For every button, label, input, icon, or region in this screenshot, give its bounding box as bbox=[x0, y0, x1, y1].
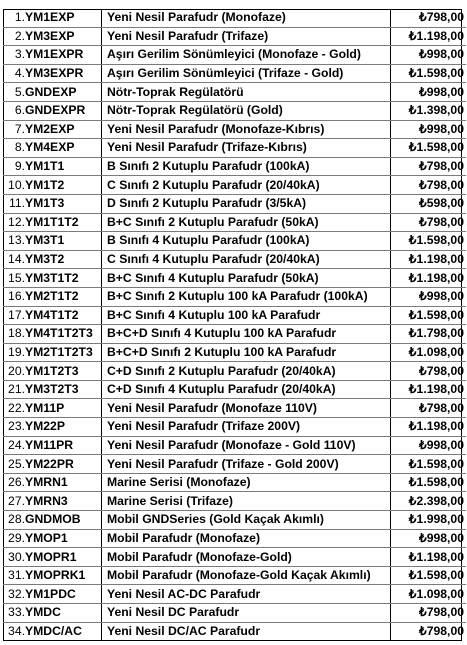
product-description: Yeni Nesil DC/AC Parafudr bbox=[102, 622, 391, 640]
row-number: 32. bbox=[3, 585, 25, 604]
product-code: YMOP1 bbox=[25, 529, 102, 548]
table-row bbox=[3, 120, 466, 139]
product-code: YM22PR bbox=[25, 455, 102, 474]
product-price: ₺1.598,00 bbox=[391, 139, 467, 158]
product-code: YM1EXPR bbox=[25, 46, 102, 65]
product-price: ₺1.598,00 bbox=[391, 455, 467, 474]
table-row bbox=[3, 622, 466, 640]
row-number: 23. bbox=[3, 418, 25, 437]
product-price: ₺1.198,00 bbox=[391, 250, 467, 269]
table-row bbox=[3, 64, 466, 83]
product-code: YM11PR bbox=[25, 436, 102, 455]
price-list-body bbox=[3, 9, 466, 640]
row-number: 18. bbox=[3, 325, 25, 344]
row-number: 30. bbox=[3, 548, 25, 567]
product-code: YM1EXP bbox=[25, 9, 102, 27]
table-row bbox=[3, 548, 466, 567]
row-number: 19. bbox=[3, 343, 25, 362]
product-code: YM3EXP bbox=[25, 27, 102, 46]
product-description: Mobil Parafudr (Monofaze-Gold) bbox=[102, 548, 391, 567]
row-number: 16. bbox=[3, 287, 25, 306]
product-price: ₺1.598,00 bbox=[391, 566, 467, 585]
row-number: 31. bbox=[3, 566, 25, 585]
product-code: YMRN3 bbox=[25, 492, 102, 511]
product-description: Nötr-Toprak Regülatörü bbox=[102, 83, 391, 102]
table-row bbox=[3, 83, 466, 102]
table-row bbox=[3, 362, 466, 381]
product-price: ₺998,00 bbox=[391, 120, 467, 139]
table-row bbox=[3, 473, 466, 492]
product-price: ₺1.598,00 bbox=[391, 232, 467, 251]
product-code: YM4T1T2 bbox=[25, 306, 102, 325]
product-code: YM3EXPR bbox=[25, 64, 102, 83]
product-code: YMRN1 bbox=[25, 473, 102, 492]
row-number: 4. bbox=[3, 64, 25, 83]
product-price: ₺1.598,00 bbox=[391, 306, 467, 325]
table-row bbox=[3, 287, 466, 306]
product-code: YM2T1T2 bbox=[25, 287, 102, 306]
product-code: YM3T2T3 bbox=[25, 380, 102, 399]
product-description: Yeni Nesil AC-DC Parafudr bbox=[102, 585, 391, 604]
product-price: ₺798,00 bbox=[418, 623, 464, 638]
product-description: Yeni Nesil Parafudr (Trifaze - Gold 200V) bbox=[102, 455, 391, 474]
product-description: C+D Sınıfı 4 Kutuplu Parafudr (20/40kA) bbox=[102, 380, 391, 399]
product-code: YM4T1T2T3 bbox=[25, 325, 102, 344]
table-row bbox=[3, 250, 466, 269]
product-price: ₺798,00 bbox=[391, 604, 467, 623]
product-price: ₺1.098,00 bbox=[391, 585, 467, 604]
product-code: YM3T2 bbox=[25, 250, 102, 269]
row-number: 11. bbox=[3, 194, 25, 213]
row-number: 15. bbox=[3, 269, 25, 288]
table-row bbox=[3, 511, 466, 530]
table-row bbox=[3, 436, 466, 455]
product-code: YMDC/AC bbox=[25, 622, 102, 640]
table-row bbox=[3, 566, 466, 585]
table-row bbox=[3, 101, 466, 120]
table-row bbox=[3, 380, 466, 399]
table-row bbox=[3, 325, 466, 344]
product-description: B Sınıfı 4 Kutuplu Parafudr (100kA) bbox=[102, 232, 391, 251]
row-number: 1. bbox=[3, 9, 25, 27]
table-row bbox=[3, 9, 466, 27]
row-number: 7. bbox=[3, 120, 25, 139]
product-description: C Sınıfı 4 Kutuplu Parafudr (20/40kA) bbox=[102, 250, 391, 269]
table-row bbox=[3, 306, 466, 325]
row-number: 14. bbox=[3, 250, 25, 269]
product-price: ₺998,00 bbox=[391, 287, 467, 306]
table-row bbox=[3, 157, 466, 176]
row-number: 34. bbox=[8, 623, 25, 638]
product-description: Nötr-Toprak Regülatörü (Gold) bbox=[102, 101, 391, 120]
table-row bbox=[3, 492, 466, 511]
product-description: B+C+D Sınıfı 4 Kutuplu 100 kA Parafudr bbox=[102, 325, 391, 344]
product-code: YM1T3 bbox=[25, 194, 102, 213]
product-code: YM4EXP bbox=[25, 139, 102, 158]
product-price: ₺1.598,00 bbox=[391, 473, 467, 492]
product-description: Yeni Nesil DC Parafudr bbox=[102, 604, 391, 623]
product-code: GNDEXPR bbox=[25, 101, 102, 120]
product-price: ₺798,00 bbox=[391, 362, 467, 381]
product-description: Yeni Nesil Parafudr (Trifaze 200V) bbox=[102, 418, 391, 437]
product-description: B+C Sınıfı 4 Kutuplu 100 kA Parafudr bbox=[102, 306, 391, 325]
row-number: 17. bbox=[3, 306, 25, 325]
product-description: Aşırı Gerilim Sönümleyici (Trifaze - Gold) bbox=[102, 64, 391, 83]
product-description: Mobil GNDSeries (Gold Kaçak Akımlı) bbox=[102, 511, 391, 530]
product-description: Marine Serisi (Monofaze) bbox=[102, 473, 391, 492]
row-number: 22. bbox=[3, 399, 25, 418]
table-row bbox=[3, 455, 466, 474]
product-price: ₺1.198,00 bbox=[391, 27, 467, 46]
table-row bbox=[3, 399, 466, 418]
product-code: YM1T2 bbox=[25, 176, 102, 195]
product-description: C Sınıfı 2 Kutuplu Parafudr (20/40kA) bbox=[102, 176, 391, 195]
product-price: ₺1.398,00 bbox=[391, 101, 467, 120]
product-price: ₺598,00 bbox=[391, 194, 467, 213]
row-number: 6. bbox=[3, 101, 25, 120]
product-price: ₺1.798,00 bbox=[391, 325, 467, 344]
product-description: Yeni Nesil Parafudr (Monofaze-Kıbrıs) bbox=[102, 120, 391, 139]
product-price: ₺998,00 bbox=[391, 436, 467, 455]
row-number: 29. bbox=[3, 529, 25, 548]
row-number: 10. bbox=[3, 176, 25, 195]
product-code: GNDMOB bbox=[25, 511, 102, 530]
row-number: 12. bbox=[3, 213, 25, 232]
product-price: ₺798,00 bbox=[391, 9, 467, 27]
product-code: YM2T1T2T3 bbox=[25, 343, 102, 362]
product-description: Aşırı Gerilim Sönümleyici (Monofaze - Gold) bbox=[102, 46, 391, 65]
row-number: 28. bbox=[3, 511, 25, 530]
table-row bbox=[3, 46, 466, 65]
row-number: 27. bbox=[3, 492, 25, 511]
product-code: YMOPRK1 bbox=[25, 566, 102, 585]
product-price: ₺798,00 bbox=[391, 157, 467, 176]
product-price: ₺1.998,00 bbox=[391, 511, 467, 530]
product-description: Yeni Nesil Parafudr (Trifaze-Kıbrıs) bbox=[102, 139, 391, 158]
table-row bbox=[3, 194, 466, 213]
product-price: ₺1.098,00 bbox=[391, 343, 467, 362]
product-code: YM22P bbox=[25, 418, 102, 437]
row-number: 25. bbox=[3, 455, 25, 474]
row-number: 20. bbox=[3, 362, 25, 381]
product-price: ₺2.398,00 bbox=[391, 492, 467, 511]
product-description: Yeni Nesil Parafudr (Trifaze) bbox=[102, 27, 391, 46]
table-row bbox=[3, 27, 466, 46]
product-code: YMDC bbox=[25, 604, 102, 623]
product-description: B+C Sınıfı 2 Kutuplu 100 kA Parafudr (100kA) bbox=[102, 287, 391, 306]
product-description: C+D Sınıfı 2 Kutuplu Parafudr (20/40kA) bbox=[102, 362, 391, 381]
product-description: B+C Sınıfı 4 Kutuplu Parafudr (50kA) bbox=[102, 269, 391, 288]
product-code: YM1T1T2 bbox=[25, 213, 102, 232]
product-price: ₺1.198,00 bbox=[391, 380, 467, 399]
row-number: 33. bbox=[3, 604, 25, 623]
product-code: YM1T2T3 bbox=[25, 362, 102, 381]
table-row bbox=[3, 139, 466, 158]
row-number: 21. bbox=[3, 380, 25, 399]
product-code: YM1T1 bbox=[25, 157, 102, 176]
product-price: ₺798,00 bbox=[391, 176, 467, 195]
product-price: ₺998,00 bbox=[391, 46, 467, 65]
product-price: ₺1.198,00 bbox=[391, 418, 467, 437]
product-description: B Sınıfı 2 Kutuplu Parafudr (100kA) bbox=[102, 157, 391, 176]
table-row bbox=[3, 604, 466, 623]
table-row bbox=[3, 585, 466, 604]
table-row bbox=[3, 343, 466, 362]
product-description: Yeni Nesil Parafudr (Monofaze - Gold 110V) bbox=[102, 436, 391, 455]
product-price: ₺1.598,00 bbox=[391, 64, 467, 83]
product-code: YM1PDC bbox=[25, 585, 102, 604]
product-description: Marine Serisi (Trifaze) bbox=[102, 492, 391, 511]
row-number: 2. bbox=[3, 27, 25, 46]
table-row bbox=[3, 269, 466, 288]
product-description: Mobil Parafudr (Monofaze-Gold Kaçak Akımlı) bbox=[102, 566, 391, 585]
product-code: YM2EXP bbox=[25, 120, 102, 139]
row-number: 5. bbox=[3, 83, 25, 102]
product-price: ₺1.198,00 bbox=[391, 269, 467, 288]
product-description: B+C Sınıfı 2 Kutuplu Parafudr (50kA) bbox=[102, 213, 391, 232]
product-price: ₺998,00 bbox=[391, 83, 467, 102]
table-row bbox=[3, 213, 466, 232]
row-number: 26. bbox=[3, 473, 25, 492]
product-description: D Sınıfı 2 Kutuplu Parafudr (3/5kA) bbox=[102, 194, 391, 213]
table-row bbox=[3, 176, 466, 195]
row-number: 3. bbox=[3, 46, 25, 65]
table-row bbox=[3, 418, 466, 437]
row-number: 13. bbox=[3, 232, 25, 251]
product-code: YM3T1T2 bbox=[25, 269, 102, 288]
table-row bbox=[3, 232, 466, 251]
product-description: B+C+D Sınıfı 2 Kutuplu 100 kA Parafudr bbox=[102, 343, 391, 362]
product-price: ₺998,00 bbox=[391, 529, 467, 548]
price-list-table bbox=[3, 9, 466, 640]
table-row bbox=[3, 529, 466, 548]
product-description: Yeni Nesil Parafudr (Monofaze) bbox=[102, 9, 391, 27]
product-price: ₺798,00 bbox=[391, 213, 467, 232]
row-number: 8. bbox=[3, 139, 25, 158]
product-description: Mobil Parafudr (Monofaze) bbox=[102, 529, 391, 548]
product-price: ₺1.198,00 bbox=[391, 548, 467, 567]
product-price: ₺798,00 bbox=[391, 399, 467, 418]
product-code: GNDEXP bbox=[25, 83, 102, 102]
row-number: 9. bbox=[3, 157, 25, 176]
product-code: YMOPR1 bbox=[25, 548, 102, 567]
product-code: YM11P bbox=[25, 399, 102, 418]
row-number: 24. bbox=[3, 436, 25, 455]
product-description: Yeni Nesil Parafudr (Monofaze 110V) bbox=[102, 399, 391, 418]
product-code: YM3T1 bbox=[25, 232, 102, 251]
